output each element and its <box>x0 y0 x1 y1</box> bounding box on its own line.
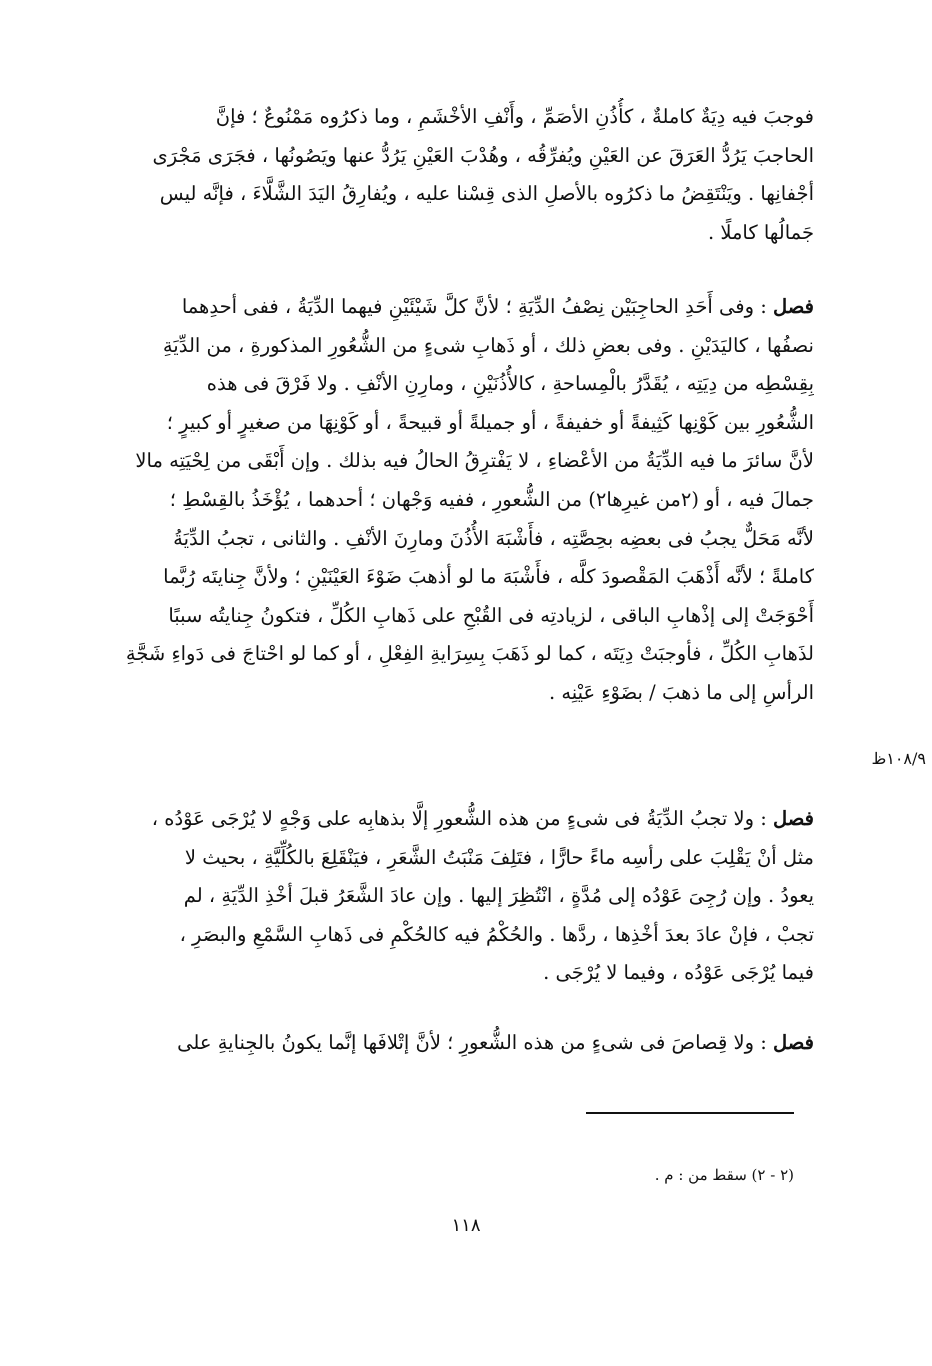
text-line: لأنَّ سائرَ ما فيه الدِّيَةُ من الأعْضاءِ ، لا يَفْترِقُ الحالُ فيه بذلك . وإن أَبْقَى من لِحْيَتِه مالا <box>135 449 814 473</box>
text-line: فيما يُرْجَى عَوْدُه ، وفيما لا يُرْجَى . <box>543 961 814 985</box>
text-line: تجبْ ، فإنْ عادَ بعدَ أخْذِها ، ردَّها . والحُكْمُ فيه كالحُكْمِ فى ذَهابِ السَّمْعِ والبصَرِ ، <box>179 922 814 946</box>
paragraph-body <box>118 98 814 252</box>
section-heading: فصل <box>773 1031 814 1054</box>
paragraph-4 <box>118 1024 814 1063</box>
text-line: لأنَّه مَحَلٌّ يجبُ فى بعضِه بحِصَّتِه ، فأَشْبَهَ الأُذُنَ ومارِنَ الأنْفِ . والثانى ، تجبُ الدِّيَةُ <box>173 526 814 550</box>
text-line: مثل أنْ يَقْلِبَ على رأسِه ماءً حارًّا ، فتَلِفَ مَنْبَتُ الشَّعَرِ ، فيَنْقَلِعَ بالكُلِّيَّةِ ، بحيث لا <box>184 845 814 869</box>
text-line: نصفُها ، كاليَدَيْنِ . وفى بعضِ ذلك ، أو ذَهابِ شىءٍ من الشُّعُورِ المذكورةِ ، من الدِّيَةِ <box>162 333 814 357</box>
paragraph-1 <box>118 98 814 252</box>
paragraph-3 <box>118 800 814 993</box>
footnote-divider <box>586 1112 794 1114</box>
text-line: جمالَ فيه ، أو (٢من غيرِها٢) من الشُّعورِ ، ففيه وَجْهان ؛ أحدهما ، يُؤْخَذُ بالقِسْطِ ؛ <box>169 487 814 511</box>
page-number: ١١٨ <box>451 1215 481 1236</box>
text-line: لذَهابِ الكُلِّ ، فأوجبَتْ دِيَتَه ، كما لو ذَهَبَ بِسِرَايةِ الفِعْلِ ، أو كما لو احْتاجَ فى دَواءِ شَجَّةِ <box>125 642 814 666</box>
text-line <box>118 288 814 327</box>
section-heading: فصل <box>773 807 814 830</box>
paragraph-body <box>118 1024 814 1063</box>
text-line-rest: : ولا قِصاصَ فى شىءٍ من هذه الشُّعورِ ؛ لأنَّ إتْلافَها إنَّما يكونُ بالجِنايةِ على <box>177 1031 773 1054</box>
text-line <box>118 1024 814 1063</box>
text-line: الشُّعُورِ بين كَوْنِها كَثِيفةً أو خفيفةً ، أو جميلةً أو قبيحةً ، أو كَوْنِهَا من صغيرٍ أو كبيرٍ ؛ <box>166 410 814 434</box>
text-line: فوجبَ فيه دِيَةٌ كاملةٌ ، كأُذُنِ الأصَمِّ ، وأَنْفِ الأخْشَمِ ، وما ذكرُوه مَمْنُوعٌ ؛ فإنَّ <box>215 105 814 128</box>
footnote: (٢ - ٢) سقط من : م . <box>654 1166 794 1184</box>
text-line: الحاجبَ يَرُدُّ العَرَقَ عن العَيْنِ ويُفرِّقُه ، وهُدْبَ العَيْنِ يَرُدُّ عنها ويَصُونُها ، فجَرَى مَجْرَى <box>152 143 814 167</box>
text-line: كاملةً ؛ لأنَّه أَذْهَبَ المَقْصودَ كلَّه ، فأَشْبَهَ ما لو أذهبَ ضَوْءَ العَيْنَيْنِ ؛ ولأنَّ جِنايتَه رُبَّما <box>163 565 814 589</box>
text-line <box>118 800 814 839</box>
text-line: يعودُ . وإن رُجِىَ عَوْدُه إلى مُدَّةٍ ، انْتُظِرَ إليها . وإن عادَ الشَّعَرُ قبلَ أخْذِ الدِّيَةِ ، لم <box>183 884 814 908</box>
folio-margin-note: ١٠٨/٩ظ <box>871 749 926 768</box>
paragraph-body <box>118 800 814 993</box>
paragraph-2 <box>118 288 814 713</box>
text-line: جَمالُها كاملًا . <box>707 220 814 244</box>
text-line: أَحْوَجَتْ إلى إذْهابِ الباقى ، لزيادتِه فى القُبْحِ على ذَهابِ الكُلِّ ، فتكونُ جِنايتُه سببًا <box>168 603 814 627</box>
text-line-rest: : ولا تجبُ الدِّيَةُ فى شىءٍ من هذه الشُّعورِ إلَّا بذهابِه على وَجْهٍ لا يُرْجَى عَوْدُه ، <box>151 807 773 830</box>
text-line-rest: : وفى أَحَدِ الحاجِبَيْن نِصْفُ الدِّيَةِ ؛ لأنَّ كلَّ شَيْئَيْنِ فيهما الدِّيَةُ ، ففى أحدِهما <box>181 295 773 318</box>
section-heading: فصل <box>773 295 814 318</box>
paragraph-body <box>118 288 814 713</box>
text-line: الرأسِ إلى ما ذهبَ / بضَوْءِ عَيْنِه . <box>548 680 814 704</box>
text-line: بِقِسْطِه من دِيَتِه ، يُقَدَّرُ بالْمِساحةِ ، كالأُذُنَيْنِ ، ومارِنِ الأنْفِ . ولا فَرْقَ فى هذه <box>206 372 814 396</box>
text-line: أجْفانِها . ويَنْتَقِضُ ما ذكرُوه بالأصلِ الذى قِسْنا عليه ، ويُفارِقُ اليَدَ الشَّلَّاءَ ، فإنَّه ليس <box>159 182 814 206</box>
